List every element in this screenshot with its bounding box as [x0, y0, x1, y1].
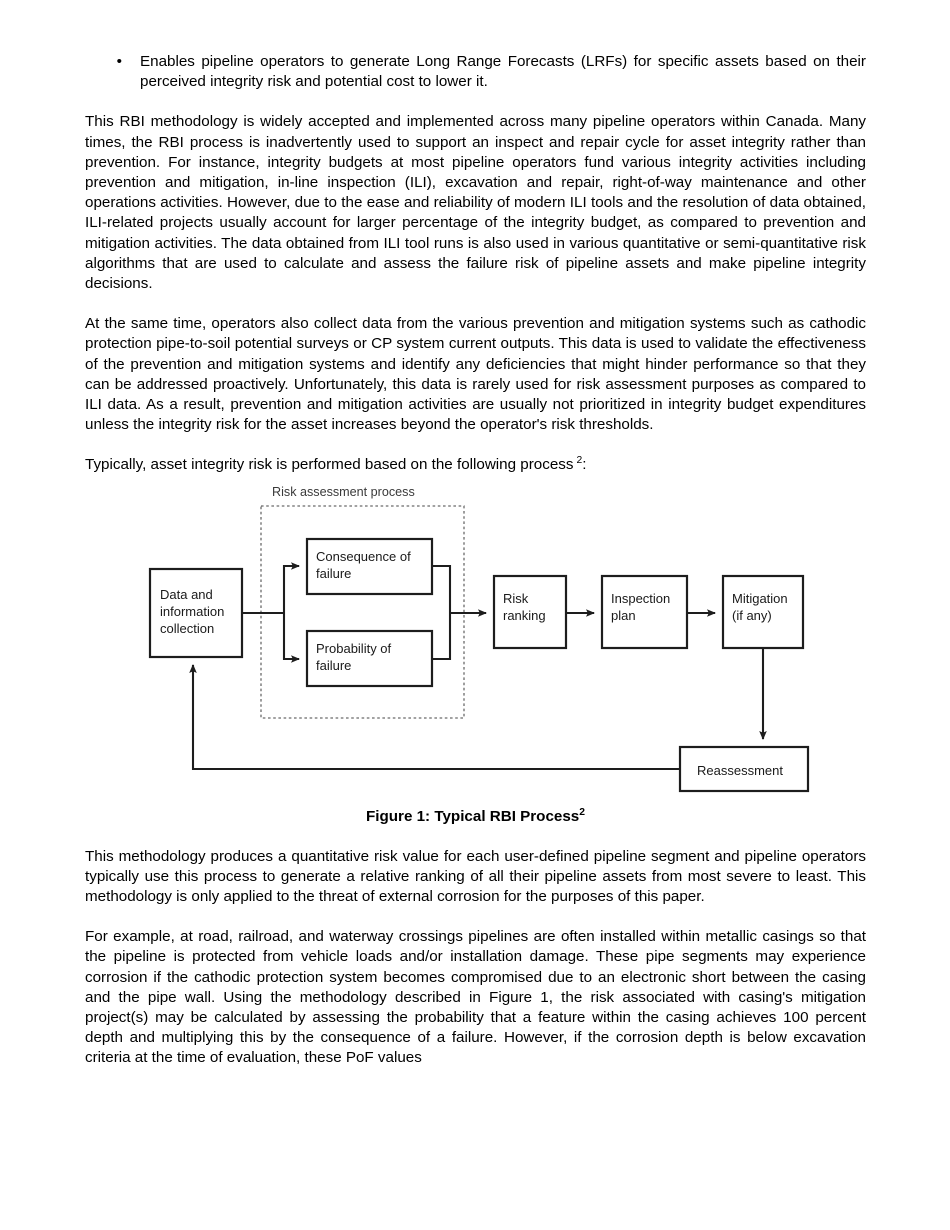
node-probability-line-1: Probability of [316, 640, 392, 656]
node-consequence-line-1: Consequence of [316, 548, 411, 564]
node-mitigation-line-1: Mitigation [732, 590, 788, 606]
node-data-collection-line-2: information [160, 603, 225, 619]
node-risk-ranking-line-1: Risk [503, 590, 529, 606]
paragraph-casing-example: For example, at road, railroad, and waterway crossings pipelines are often installed within metallic casings so that the pipeline is protected from vehicle loads and/or installation damage. These pipe segments may experience corrosion if the cathodic protection system becomes compromised due to an electronic short between the casing and the pipe wall. Using the methodology described in Figure 1, the risk associated with casing's mitigation project(s) may be calculated by assessing the probability that a feature within the casing achieves 100 percent depth and multiplying this by the consequence of a failure. However, if the corrosion depth is below excavation criteria at the time of evaluation, these PoF values [85, 928, 866, 1067]
node-data-collection-line-1: Data and [160, 586, 213, 602]
risk-assessment-group-label: Risk assessment process [272, 484, 415, 499]
paragraph-rbi-methodology: This RBI methodology is widely accepted and implemented across many pipeline operators within Canada. Many times, the RBI process is inadvertently used to support an inspect and repair cycle for asset integrity rather than prevention. For instance, integrity budgets at most pipeline operators fund various integrity activities including prevention and mitigation, in-line inspection (ILI), excavation and repair, right-of-way maintenance and other operations activities. However, due to the ease and reliability of modern ILI tools and the resolution of data obtained, ILI-related projects usually account for larger percentage of the integrity budget, as compared to prevention and mitigation activities. The data obtained from ILI tool runs is also used in various quantitative or semi-quantitative risk algorithms that are used to calculate and assess the failure risk of pipeline assets and make pipeline integrity decisions. [85, 113, 866, 293]
page-content [85, 0, 866, 1069]
rbi-process-diagram [85, 476, 866, 806]
intro-line-trailing: : [582, 456, 587, 474]
figure-1 [85, 476, 866, 806]
node-risk-ranking-line-2: ranking [503, 607, 546, 623]
bullet-text: Enables pipeline operators to generate Long Range Forecasts (LRFs) for specific assets based on their perceived integrity risk and potential cost to lower it. [140, 53, 866, 91]
figure-caption [85, 806, 866, 825]
node-mitigation-line-2: (if any) [732, 607, 772, 623]
figure-caption-text: Figure 1: Typical RBI Process [365, 807, 580, 825]
node-inspection-plan-line-1: Inspection [611, 590, 671, 606]
intro-line-text: Typically, asset integrity risk is performed based on the following process [85, 456, 574, 474]
paragraph-intro-figure [85, 455, 866, 475]
connector-probability-to-merge [432, 613, 450, 659]
connector-split-to-consequence [284, 566, 299, 613]
connector-split-to-probability [284, 613, 299, 659]
intro-line-superscript: 2 [576, 455, 583, 467]
node-data-collection-line-3: collection [160, 620, 215, 636]
node-probability-line-2: failure [316, 657, 352, 673]
list-item [85, 52, 866, 92]
node-consequence-line-2: failure [316, 565, 352, 581]
figure-caption-superscript: 2 [579, 806, 585, 818]
paragraph-methodology-quantitative: This methodology produces a quantitative risk value for each user-defined pipeline segment and pipeline operators typically use this process to generate a relative ranking of all their pipeline assets from most severe to least. This methodology is only applied to the threat of external corrosion for the purposes of this paper. [85, 847, 866, 906]
node-reassessment-line-1: Reassessment [697, 762, 783, 778]
connector-reassessment-feedback [193, 665, 680, 769]
node-inspection-plan-line-2: plan [611, 607, 636, 623]
bullet-marker: • [116, 53, 122, 70]
connector-consequence-to-merge [432, 566, 450, 613]
paragraph-operators-data: At the same time, operators also collect data from the various prevention and mitigation systems such as cathodic protection pipe-to-soil potential surveys or CP system current outputs. This data is used to validate the effectiveness of the prevention and mitigation systems and identify any deficiencies that might hinder performance so that they can be addressed proactively. Unfortunately, this data is rarely used for risk assessment purposes as compared to ILI data. As a result, prevention and mitigation activities are usually not prioritized in integrity budget expenditures unless the integrity risk for the asset increases beyond the operator's risk thresholds. [85, 315, 866, 434]
